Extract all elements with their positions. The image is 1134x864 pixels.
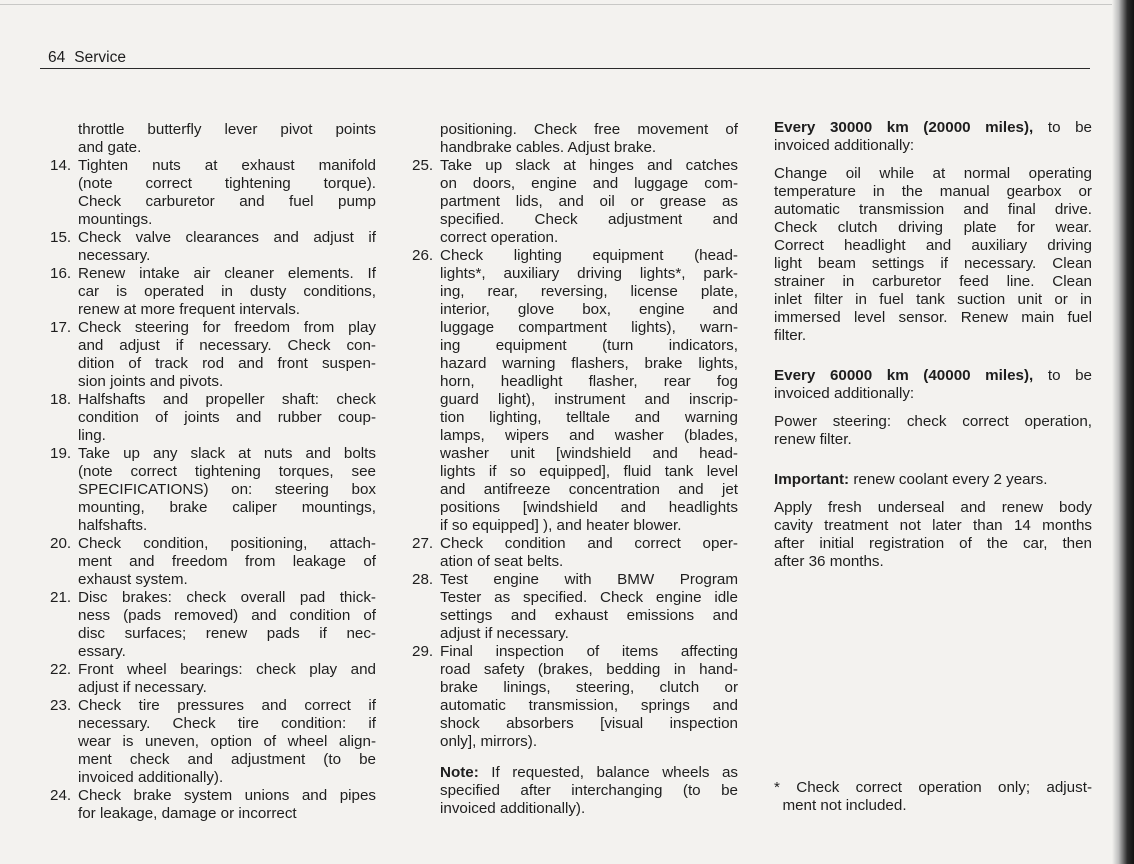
text-line: Halfshafts and propeller shaft: check: [78, 391, 376, 408]
text-line: Change oil while at normal operating: [774, 165, 1092, 182]
text-line: specified. Check adjustment and: [440, 211, 738, 228]
text-line: temperature in the manual gearbox or: [774, 183, 1092, 200]
text-line: inlet filter in fuel tank suction unit or in: [774, 291, 1092, 308]
item-number: 18.: [50, 391, 72, 408]
text-line: correct operation.: [440, 229, 559, 246]
list-item: [412, 157, 738, 247]
text-line: Check carburetor and fuel pump: [78, 193, 376, 210]
text-line: ness (pads removed) and condition of: [78, 607, 376, 624]
text-line: Apply fresh underseal and renew body: [774, 499, 1092, 516]
note-paragraph: [440, 764, 738, 818]
text-line: necessary.: [78, 247, 151, 264]
list-item: [50, 157, 376, 229]
text-line: invoiced additionally:: [774, 137, 915, 154]
text-line: Tester as specified. Check engine idle: [440, 589, 738, 606]
page-binding-edge: [1112, 0, 1134, 864]
text-line: and adjust if necessary. Check con-: [78, 337, 376, 354]
text-line: lamps, wipers and washer (blades,: [440, 427, 738, 444]
text-line: washer unit [windshield and head-: [440, 445, 738, 462]
text-line: after initial registration of the car, then: [774, 535, 1092, 552]
item-number: 25.: [412, 157, 434, 174]
text-line: disc surfaces; renew pads if nec-: [78, 625, 376, 642]
text-line: lights*, auxiliary driving lights*, park-: [440, 265, 738, 282]
text-line: ing, rear, reversing, license plate,: [440, 283, 738, 300]
text-line: positioning. Check free movement of: [440, 121, 738, 138]
list-item: [412, 535, 738, 571]
item-number: 20.: [50, 535, 72, 552]
paragraph: [774, 165, 1092, 345]
text-line: brake linings, steering, clutch or: [440, 679, 738, 696]
list-item: [50, 787, 376, 823]
list-item: [50, 229, 376, 265]
item-number: 22.: [50, 661, 72, 678]
text-line: * Check correct operation only; adjust-: [774, 779, 1092, 796]
text-line: after 36 months.: [774, 553, 884, 570]
bold-lead: Note:: [440, 764, 479, 781]
bold-lead: Important:: [774, 471, 850, 488]
text-line: halfshafts.: [78, 517, 148, 534]
text-line: luggage compartment lights), warn-: [440, 319, 738, 336]
text-line: [774, 471, 1092, 489]
text-line: shock absorbers [visual inspection: [440, 715, 738, 732]
text-line: wear is uneven, option of wheel align-: [78, 733, 376, 750]
footnote: [774, 779, 1092, 815]
list-item: [50, 265, 376, 319]
item-number: 28.: [412, 571, 434, 588]
text-line: settings and exhaust emissions and: [440, 607, 738, 624]
text-line: Power steering: check correct operation,: [774, 413, 1092, 430]
text-line: Final inspection of items affecting: [440, 643, 738, 660]
text-line: positions [windshield and headlights: [440, 499, 738, 516]
item-number: 29.: [412, 643, 434, 660]
list-item: [50, 319, 376, 391]
text-line: tion lighting, telltale and warning: [440, 409, 738, 426]
text-line: specified after interchanging (to be: [440, 782, 738, 799]
text-line: only], mirrors).: [440, 733, 538, 750]
text-line-rest: to be: [1033, 367, 1092, 384]
item-number: 17.: [50, 319, 72, 336]
text-line: adjust if necessary.: [78, 679, 207, 696]
paragraph: [774, 499, 1092, 571]
text-line: exhaust system.: [78, 571, 188, 588]
item-number: 27.: [412, 535, 434, 552]
text-line: automatic transmission and final drive.: [774, 201, 1092, 218]
column-right: [774, 119, 1092, 581]
bold-lead: Every 60000 km (40000 miles),: [774, 367, 1034, 384]
text-line: Check tire pressures and correct if: [78, 697, 376, 714]
text-line: Take up any slack at nuts and bolts: [78, 445, 376, 462]
item-number: 19.: [50, 445, 72, 462]
list-item: [50, 391, 376, 445]
text-line: invoiced additionally:: [774, 385, 915, 402]
text-line: [440, 764, 738, 782]
text-line: (note correct tightening torque).: [78, 175, 376, 192]
text-line: guard light), instrument and inscrip-: [440, 391, 738, 408]
text-line: Check condition, positioning, attach-: [78, 535, 376, 552]
text-line: and gate.: [78, 139, 142, 156]
text-line: hazard warning flashers, brake lights,: [440, 355, 738, 372]
text-line: Front wheel bearings: check play and: [78, 661, 376, 678]
bold-lead: Every 30000 km (20000 miles),: [774, 119, 1034, 136]
text-line: mountings.: [78, 211, 153, 228]
text-line: ling.: [78, 427, 106, 444]
text-line: necessary. Check tire condition: if: [78, 715, 376, 732]
item-number: 24.: [50, 787, 72, 804]
text-line: car is operated in dusty conditions,: [78, 283, 376, 300]
list-item: [412, 571, 738, 643]
scan-artifact-line: [0, 4, 1134, 5]
text-line: on doors, engine and luggage com-: [440, 175, 738, 192]
text-line: mounting, brake caliper mountings,: [78, 499, 376, 516]
text-line: Check condition and correct oper-: [440, 535, 738, 552]
text-line: Test engine with BMW Program: [440, 571, 738, 588]
list-item: [50, 661, 376, 697]
column-left: [50, 121, 376, 823]
list-item: [50, 697, 376, 787]
text-line: throttle butterfly lever pivot points: [78, 121, 376, 138]
item-number: 15.: [50, 229, 72, 246]
list-item: [412, 247, 738, 535]
text-line: Check steering for freedom from play: [78, 319, 376, 336]
list-item: [50, 121, 376, 157]
text-line-rest: to be: [1033, 119, 1092, 136]
text-line: renew filter.: [774, 431, 852, 448]
column-middle: [412, 121, 738, 751]
text-line: [774, 119, 1092, 137]
text-line: ation of seat belts.: [440, 553, 564, 570]
text-line: lights if so equipped], fluid tank level: [440, 463, 738, 480]
text-line: interior, glove box, engine and: [440, 301, 738, 318]
text-line: adjust if necessary.: [440, 625, 569, 642]
text-line: strainer in carburetor feed line. Clean: [774, 273, 1092, 290]
item-number: 16.: [50, 265, 72, 282]
text-line: essary.: [78, 643, 126, 660]
page-number: 64: [48, 49, 66, 66]
text-line: Check clutch driving plate for wear.: [774, 219, 1092, 236]
text-line: (note correct tightening torques, see: [78, 463, 376, 480]
text-line: SPECIFICATIONS) on: steering box: [78, 481, 376, 498]
text-line: Renew intake air cleaner elements. If: [78, 265, 376, 282]
paragraph: [774, 413, 1092, 449]
text-line: [774, 367, 1092, 385]
text-line: and antifreeze concentration and jet: [440, 481, 738, 498]
text-line: automatic transmission, springs and: [440, 697, 738, 714]
paragraph: [774, 119, 1092, 155]
page-header: [48, 49, 135, 67]
text-line: ment check and adjustment (to be: [78, 751, 376, 768]
list-item: [412, 643, 738, 751]
text-line: Check brake system unions and pipes: [78, 787, 376, 804]
text-line: Check valve clearances and adjust if: [78, 229, 376, 246]
list-item: [412, 121, 738, 157]
text-line: cavity treatment not later than 14 months: [774, 517, 1092, 534]
paragraph: [774, 367, 1092, 403]
text-line-rest: renew coolant every 2 years.: [849, 471, 1048, 488]
paragraph: [774, 471, 1092, 489]
item-number: 26.: [412, 247, 434, 264]
text-line: filter.: [774, 327, 807, 344]
text-line: Tighten nuts at exhaust manifold: [78, 157, 376, 174]
text-line: horn, headlight flasher, rear fog: [440, 373, 738, 390]
item-number: 14.: [50, 157, 72, 174]
text-line: handbrake cables. Adjust brake.: [440, 139, 657, 156]
text-line: dition of track rod and front suspen-: [78, 355, 376, 372]
list-item: [50, 445, 376, 535]
text-line: partment lids, and oil or grease as: [440, 193, 738, 210]
item-number: 21.: [50, 589, 72, 606]
text-line: ment and freedom from leakage of: [78, 553, 376, 570]
text-line: sion joints and pivots.: [78, 373, 224, 390]
item-number: 23.: [50, 697, 72, 714]
text-line: if so equipped] ), and heater blower.: [440, 517, 682, 534]
text-line: Disc brakes: check overall pad thick-: [78, 589, 376, 606]
section-title: Service: [74, 49, 126, 66]
text-line: immersed level sensor. Renew main fuel: [774, 309, 1092, 326]
text-line: Check lighting equipment (head-: [440, 247, 738, 264]
text-line: light beam settings if necessary. Clean: [774, 255, 1092, 272]
text-line: condition of joints and rubber coup-: [78, 409, 376, 426]
text-line: invoiced additionally).: [78, 769, 224, 786]
text-line: ment not included.: [774, 797, 907, 814]
text-line: for leakage, damage or incorrect: [78, 805, 297, 822]
text-line: road safety (brakes, bedding in hand-: [440, 661, 738, 678]
list-item: [50, 589, 376, 661]
text-line: ing equipment (turn indicators,: [440, 337, 738, 354]
text-line: Take up slack at hinges and catches: [440, 157, 738, 174]
text-line-rest: If requested, balance wheels as: [478, 764, 738, 781]
text-line: invoiced additionally).: [440, 800, 586, 817]
header-rule: [40, 68, 1090, 69]
text-line: Correct headlight and auxiliary driving: [774, 237, 1092, 254]
list-item: [50, 535, 376, 589]
text-line: renew at more frequent intervals.: [78, 301, 301, 318]
